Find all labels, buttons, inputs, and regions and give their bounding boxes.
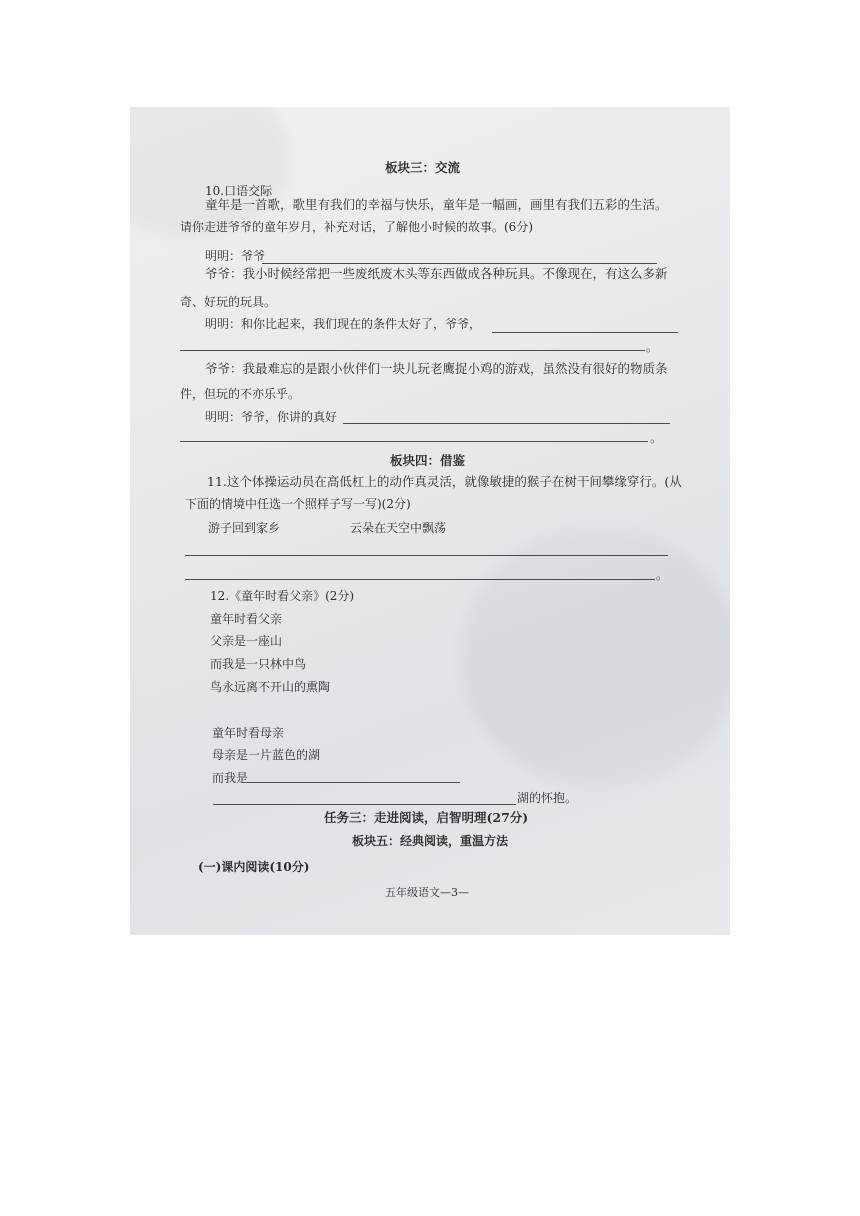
- dialogue-ming-2: 明明：和你比起来，我们现在的条件太好了，爷爷，: [205, 317, 482, 331]
- q11-text-a: 11.这个体操运动员在高低杠上的动作真灵活，就像敏捷的猴子在树干间攀缘穿行。(从: [207, 474, 682, 489]
- dialogue-grandpa-1a: 爷爷：我小时候经常把一些废纸废木头等东西做成各种玩具。不像现在，有这么多新: [205, 266, 668, 281]
- answer-line-4b[interactable]: [185, 579, 655, 580]
- q10-title: 10.口语交际: [205, 184, 273, 198]
- answer-line-2b[interactable]: [180, 350, 645, 351]
- reading-section-title: (一)课内阅读(10分): [198, 860, 310, 874]
- poem-line-4: 鸟永远离不开山的熏陶: [210, 680, 331, 694]
- period-3: 。: [656, 568, 669, 582]
- poem-line-2: 父亲是一座山: [210, 634, 283, 648]
- dialogue-grandpa-2b: 件，但玩的不亦乐乎。: [180, 387, 301, 401]
- answer-line-4a[interactable]: [185, 555, 668, 556]
- q11-option-2: 云朵在天空中飘荡: [350, 521, 447, 535]
- exam-page-photo: [130, 107, 730, 935]
- answer-line-3b[interactable]: [180, 441, 648, 442]
- answer-line-2a[interactable]: [492, 332, 678, 333]
- dialogue-ming-1: 明明：爷爷: [205, 249, 266, 263]
- dialogue-grandpa-2a: 爷爷：我最难忘的是跟小伙伴们一块儿玩老鹰捉小鸡的游戏，虽然没有很好的物质条: [205, 361, 668, 376]
- section3-heading: 板块三：交流: [385, 160, 461, 175]
- answer-line-5a[interactable]: [247, 782, 460, 783]
- q11-option-1: 游子回到家乡: [208, 521, 281, 535]
- answer-line-5b[interactable]: [213, 804, 516, 805]
- poem-fill-end: 湖的怀抱。: [517, 791, 578, 805]
- poem-line-3: 而我是一只林中鸟: [210, 657, 307, 671]
- poem-fill-start: 而我是: [212, 771, 249, 785]
- poem-line-5: 童年时看母亲: [212, 726, 285, 740]
- answer-line-3a[interactable]: [343, 423, 670, 424]
- q11-text-b: 下面的情境中任选一个照样子写一写)(2分): [185, 497, 411, 511]
- paper-shadow: [460, 527, 730, 787]
- dialogue-grandpa-1b: 奇、好玩的玩具。: [180, 295, 277, 309]
- dialogue-ming-3: 明明：爷爷，你讲的真好: [205, 410, 338, 424]
- period-1: 。: [646, 340, 659, 354]
- paper-shadow-corner: [130, 107, 290, 237]
- q10-intro-2: 请你走进爷爷的童年岁月，补充对话，了解他小时候的故事。(6分): [180, 220, 534, 234]
- poem-line-6: 母亲是一片蓝色的湖: [212, 748, 321, 762]
- q10-intro-1: 童年是一首歌，歌里有我们的幸福与快乐，童年是一幅画，画里有我们五彩的生活。: [205, 197, 668, 212]
- q12-title: 12.《童年时看父亲》(2分): [210, 589, 355, 603]
- task3-heading: 任务三：走进阅读，启智明理(27分): [324, 810, 529, 825]
- section5-heading: 板块五：经典阅读，重温方法: [352, 834, 509, 848]
- poem-line-1: 童年时看父亲: [210, 612, 283, 626]
- page-footer: 五年级语文—3—: [385, 886, 469, 899]
- section4-heading: 板块四：借鉴: [390, 453, 466, 468]
- period-2: 。: [650, 431, 663, 445]
